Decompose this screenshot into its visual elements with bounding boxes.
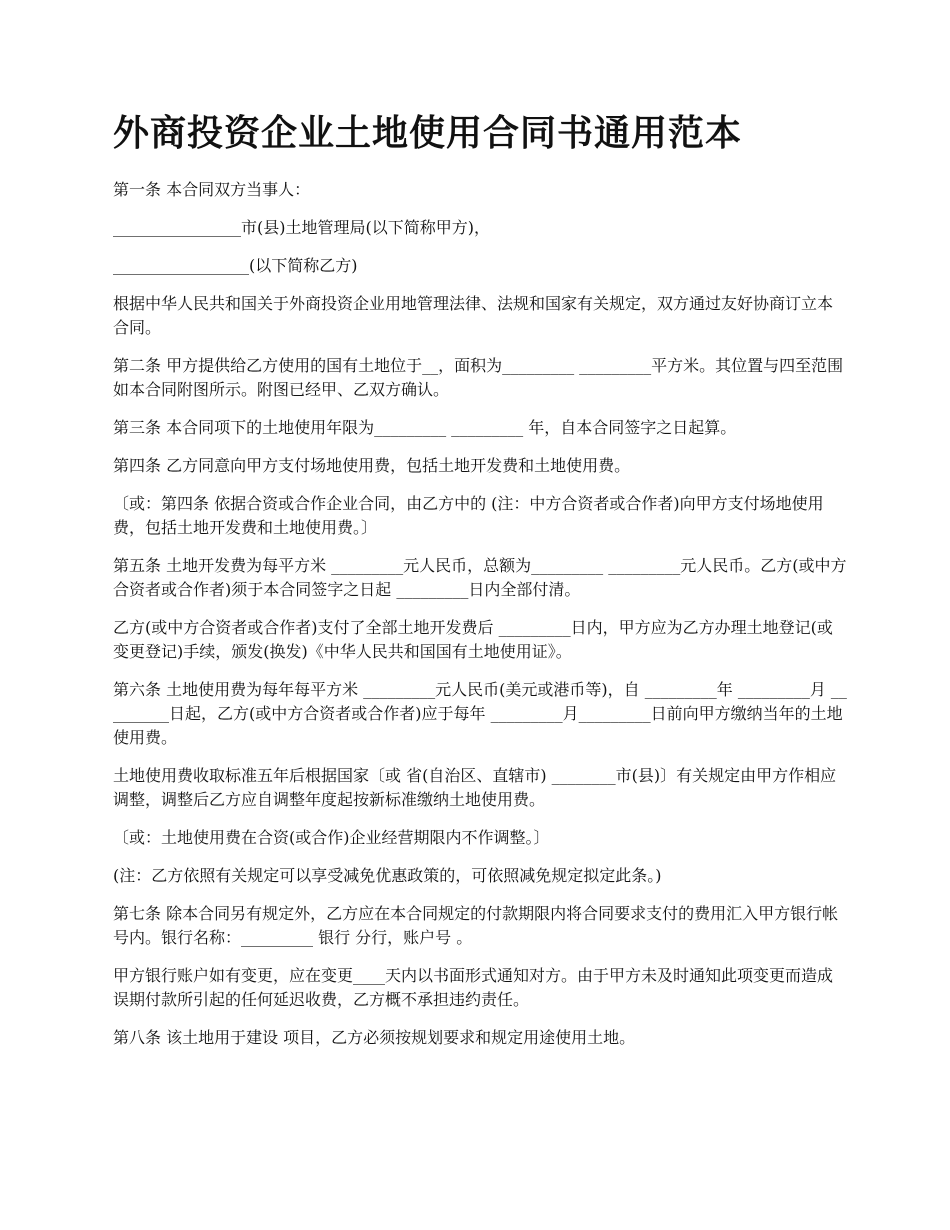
document-page [113, 108, 848, 1064]
clause-6-adjustment: 土地使用费收取标准五年后根据国家〔或 省(自治区、直辖市) ________市(县)〕有关规定由甲方作相应调整，调整后乙方应自调整年度起按新标准缴纳土地使用费。 [113, 766, 837, 809]
clause-2: 第二条 甲方提供给乙方使用的国有土地位于__，面积为_________ _________平方米。其位置与四至范围如本合同附图所示。附图已经甲、乙双方确认。 [113, 356, 844, 399]
clause-6: 第六条 土地使用费为每年每平方米 _________元人民币(美元或港币等)，自 _________年 _________月 _________日起，乙方(或中方合资者或合作者)应于每年 _________月_________日前向甲方缴纳当年的土地使用费。 [113, 680, 847, 747]
clause-4: 第四条 乙方同意向甲方支付场地使用费，包括土地开发费和土地使用费。 [113, 456, 631, 475]
preamble-paragraph: 根据中华人民共和国关于外商投资企业用地管理法律、法规和国家有关规定，双方通过友好协商订立本合同。 [113, 294, 834, 337]
clause-5-registration: 乙方(或中方合资者或合作者)支付了全部土地开发费后 _________日内，甲方应为乙方办理土地登记(或变更登记)手续，颁发(换发)《中华人民共和国国有土地使用证》。 [113, 618, 833, 661]
clause-4-alternative: 〔或：第四条 依据合资或合作企业合同，由乙方中的 (注：中方合资者或合作者)向甲方支付场地使用费，包括土地开发费和土地使用费。〕 [113, 494, 824, 537]
party-b-line: _________________(以下简称乙方) [113, 256, 358, 275]
document-title: 外商投资企业土地使用合同书通用范本 [113, 113, 743, 154]
clause-7-account-change: 甲方银行账户如有变更，应在变更____天内以书面形式通知对方。由于甲方未及时通知此项变更而造成误期付款所引起的任何延迟收费，乙方概不承担违约责任。 [113, 966, 834, 1009]
clause-7: 第七条 除本合同另有规定外，乙方应在本合同规定的付款期限内将合同要求支付的费用汇入甲方银行帐号内。银行名称：_________ 银行 分行，账户号 。 [113, 904, 839, 947]
clause-3: 第三条 本合同项下的土地使用年限为_________ _________ 年，自本合同签字之日起算。 [113, 418, 737, 437]
clause-6-alternative: 〔或：土地使用费在合资(或合作)企业经营期限内不作调整。〕 [113, 828, 550, 847]
clause-1-heading: 第一条 本合同双方当事人： [113, 180, 311, 199]
party-a-line: ________________市(县)土地管理局(以下简称甲方)， [113, 218, 490, 237]
clause-6-note: (注：乙方依照有关规定可以享受减免优惠政策的，可依照减免规定拟定此条。) [113, 866, 662, 885]
clause-5: 第五条 土地开发费为每平方米 _________元人民币，总额为_________ _________元人民币。乙方(或中方合资者或合作者)须于本合同签字之日起 _________日内全部付清。 [113, 556, 847, 599]
clause-8: 第八条 该土地用于建设 项目，乙方必须按规划要求和规定用途使用土地。 [113, 1028, 636, 1047]
